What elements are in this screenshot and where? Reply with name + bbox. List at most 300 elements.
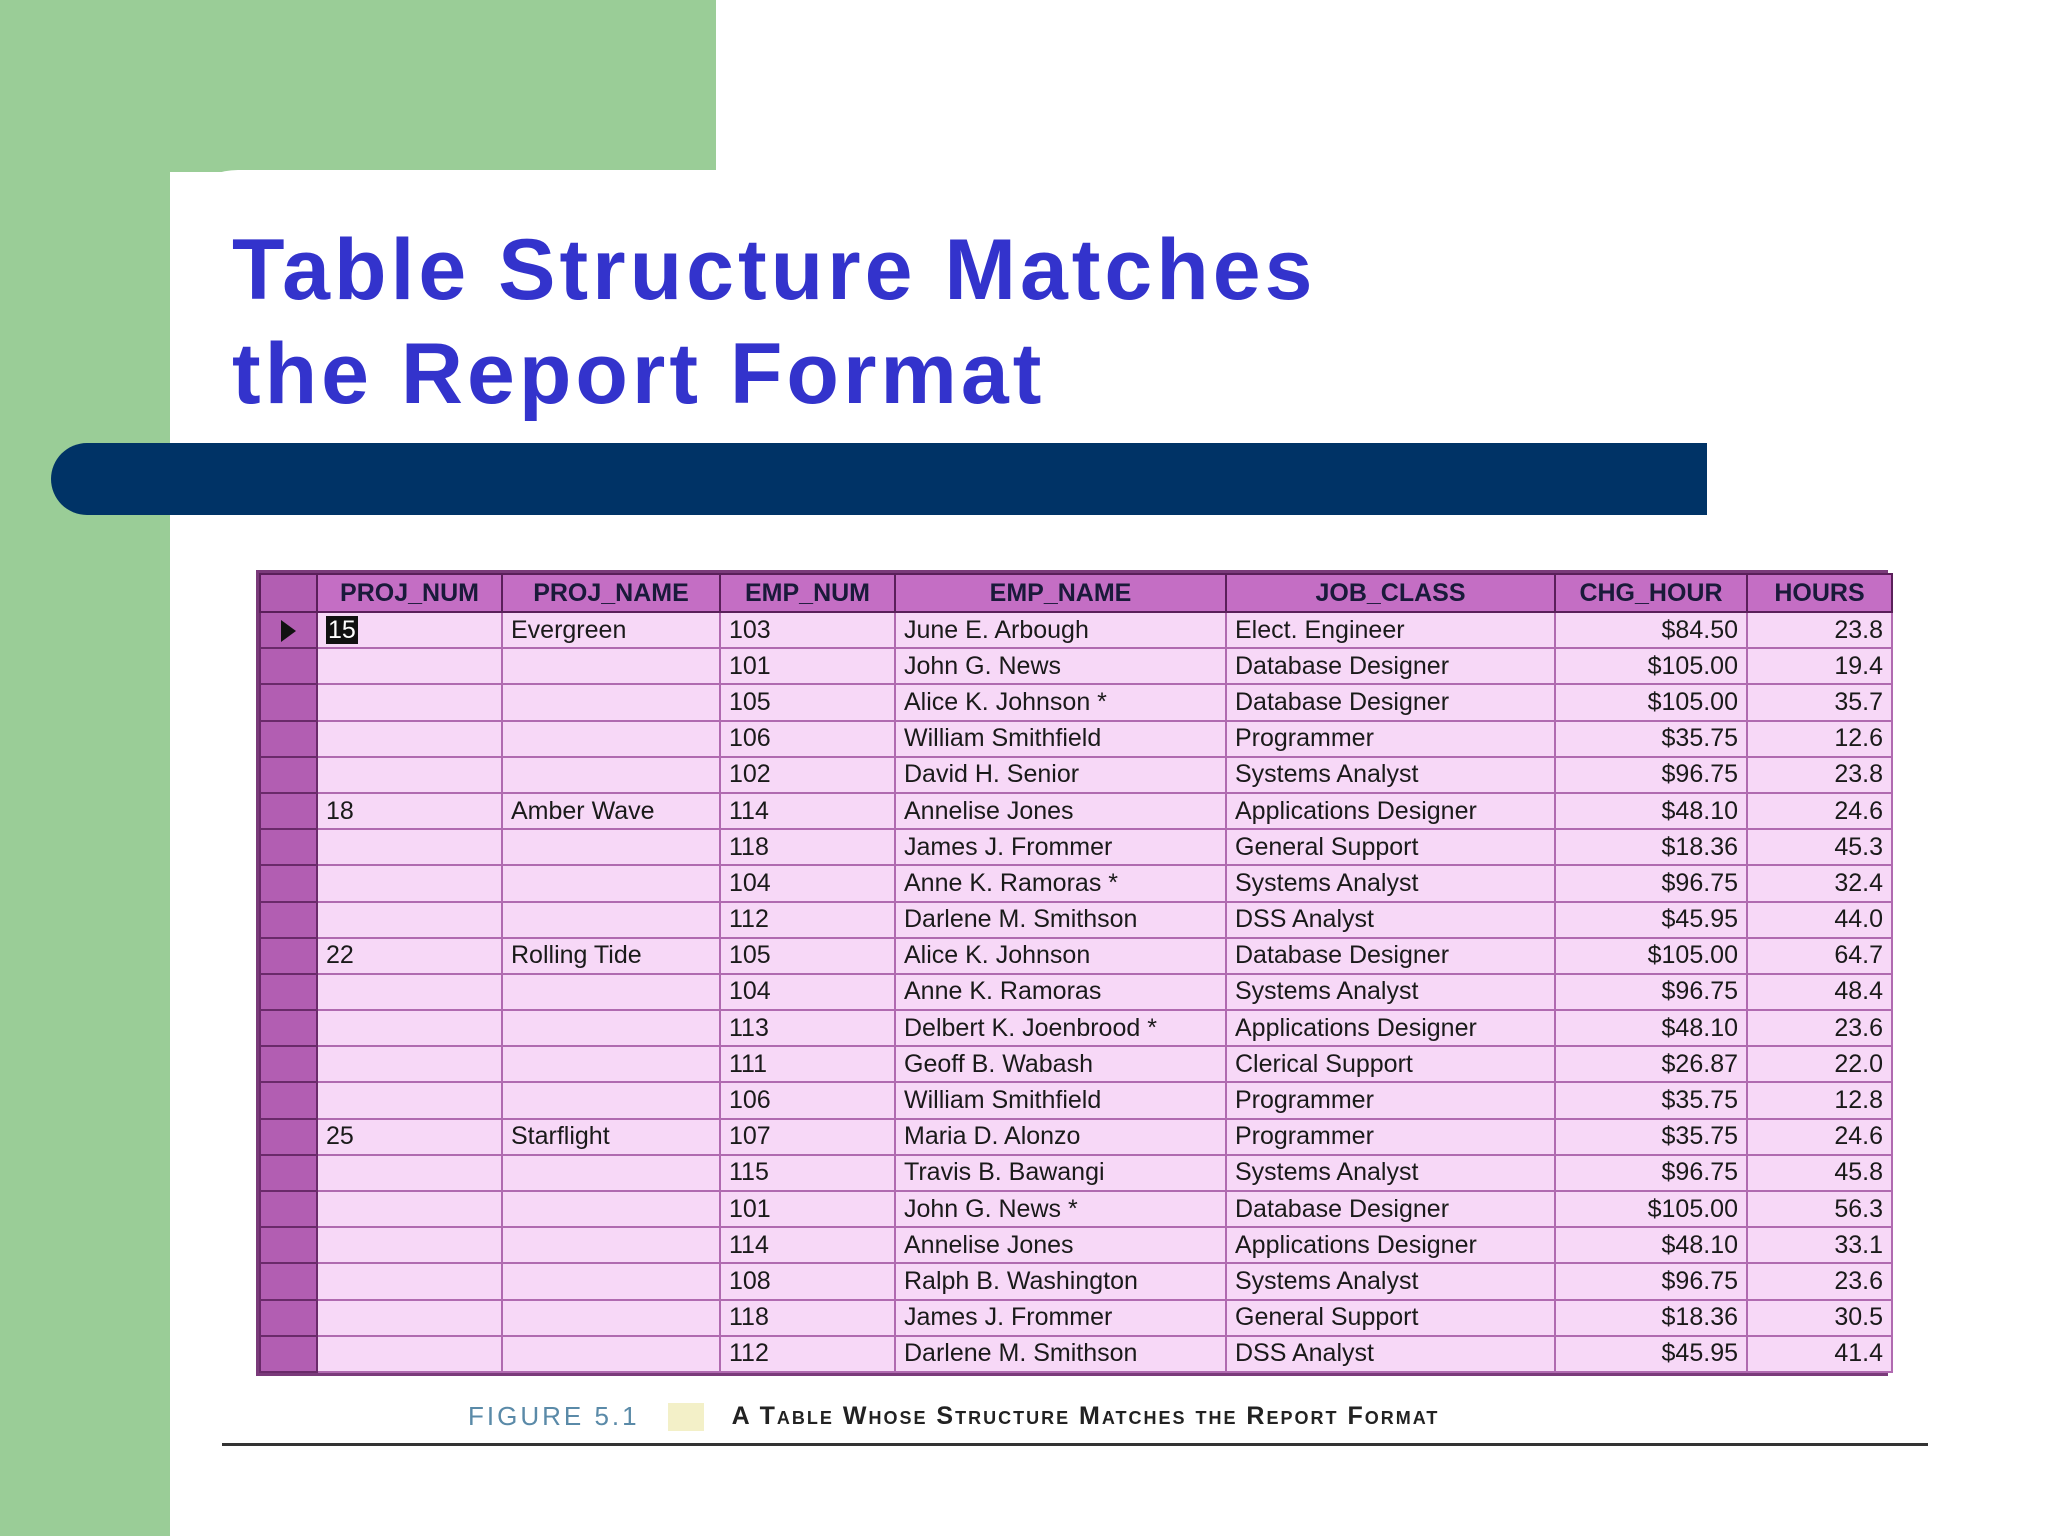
row-selector[interactable] [260,1046,317,1082]
column-header[interactable]: PROJ_NUM [317,574,502,612]
slide-title [232,218,1316,426]
cell-value: $18.36 [1661,832,1738,861]
table-cell[interactable] [1555,865,1747,901]
row-selector[interactable] [260,1191,317,1227]
cell-value: $96.75 [1661,1266,1738,1295]
table-cell[interactable] [895,1046,1226,1082]
cell-value: 23.8 [1834,760,1883,789]
table-cell[interactable] [895,793,1226,829]
cell-value: 102 [729,760,771,789]
table-cell[interactable] [502,684,720,720]
cell-value: 105 [729,687,771,716]
cell-value: DSS Analyst [1235,1339,1374,1368]
row-selector[interactable] [260,1155,317,1191]
cell-value: $96.75 [1661,977,1738,1006]
cell-value: 25 [326,1122,354,1151]
table-row[interactable] [260,1263,1892,1299]
cell-value: Programmer [1235,1122,1374,1151]
table-row[interactable] [260,684,1892,720]
table-cell[interactable] [502,1300,720,1336]
table-cell[interactable] [317,1155,502,1191]
table-cell[interactable] [720,1119,895,1155]
table-cell[interactable] [1747,648,1892,684]
table-cell[interactable] [1555,612,1747,648]
table-cell[interactable] [1226,1010,1555,1046]
table-cell[interactable] [720,684,895,720]
table-cell[interactable] [1555,1263,1747,1299]
figure-label: FIGURE 5.1 [468,1401,640,1431]
cell-value: Database Designer [1235,651,1450,680]
row-selector[interactable] [260,1300,317,1336]
table-cell[interactable] [720,757,895,793]
table-cell[interactable] [502,721,720,757]
table-cell[interactable] [317,902,502,938]
table-cell[interactable] [720,1010,895,1046]
table-cell[interactable] [720,1082,895,1118]
table-cell[interactable] [1226,1336,1555,1372]
cell-value: Programmer [1235,724,1374,753]
table-cell[interactable] [317,1010,502,1046]
cell-value: 22.0 [1834,1049,1883,1078]
table-cell[interactable] [1747,1263,1892,1299]
table-cell[interactable] [317,1263,502,1299]
row-selector[interactable] [260,684,317,720]
row-selector[interactable] [260,829,317,865]
table-cell[interactable] [1226,1300,1555,1336]
cell-value: Starflight [511,1122,610,1151]
table-cell[interactable] [1555,1010,1747,1046]
cell-value: Systems Analyst [1235,1266,1419,1295]
cell-value: John G. News [904,651,1062,680]
table-cell[interactable] [502,648,720,684]
table-cell[interactable] [1747,1119,1892,1155]
table-cell[interactable] [1226,1191,1555,1227]
table-cell[interactable] [895,1155,1226,1191]
cell-value: 104 [729,977,771,1006]
cell-value: $45.95 [1661,905,1738,934]
table-cell[interactable] [1747,1010,1892,1046]
table-cell[interactable] [502,829,720,865]
cell-value: 101 [729,651,771,680]
cell-value: 24.6 [1834,1122,1883,1151]
table-cell[interactable] [317,757,502,793]
cell-value: Database Designer [1235,687,1450,716]
table-cell[interactable] [502,1155,720,1191]
cell-value: James J. Frommer [904,1303,1113,1332]
cell-value: $48.10 [1661,1230,1738,1259]
cell-value: General Support [1235,832,1419,861]
table-cell[interactable] [720,793,895,829]
table-cell[interactable] [720,1046,895,1082]
table-cell[interactable] [895,648,1226,684]
table-row[interactable] [260,1010,1892,1046]
cell-value: 23.6 [1834,1266,1883,1295]
cell-value: 64.7 [1834,941,1883,970]
table-cell[interactable] [895,1300,1226,1336]
row-selector[interactable] [260,648,317,684]
table-cell[interactable] [1747,612,1892,648]
table-cell[interactable] [317,684,502,720]
table-cell[interactable] [317,1300,502,1336]
title-line-2: the Report Format [232,326,1046,422]
table-row[interactable] [260,1300,1892,1336]
table-cell[interactable] [1555,648,1747,684]
table-row[interactable] [260,757,1892,793]
table-cell[interactable] [502,1336,720,1372]
table-cell[interactable] [1555,1227,1747,1263]
table-row[interactable] [260,1046,1892,1082]
table-cell[interactable] [317,721,502,757]
table-row[interactable] [260,1119,1892,1155]
table-cell[interactable] [502,1191,720,1227]
table-cell[interactable] [1747,902,1892,938]
green-top-block [0,0,716,172]
table-cell[interactable] [720,829,895,865]
table-cell[interactable] [1747,938,1892,974]
table-cell[interactable] [1555,721,1747,757]
cell-value: 112 [729,905,769,934]
table-row[interactable] [260,1227,1892,1263]
cell-value: $26.87 [1661,1049,1738,1078]
table-row[interactable] [260,1082,1892,1118]
column-header[interactable]: PROJ_NAME [502,574,720,612]
table-cell[interactable] [502,902,720,938]
cell-value: 118 [729,1303,769,1332]
table-cell[interactable] [1555,1300,1747,1336]
header-row [260,574,1892,612]
table-cell[interactable] [1226,1046,1555,1082]
row-selector[interactable] [260,865,317,901]
table-cell[interactable] [1747,974,1892,1010]
accent-bar [51,443,1707,515]
cell-value: Database Designer [1235,1194,1450,1223]
cell-value: 48.4 [1834,977,1883,1006]
row-selector[interactable] [260,757,317,793]
table-cell[interactable] [317,1046,502,1082]
table-cell[interactable] [1226,1119,1555,1155]
table-cell[interactable] [1747,684,1892,720]
cell-value: Ralph B. Washington [904,1266,1138,1295]
table-cell[interactable] [502,1263,720,1299]
current-record-arrow-icon [281,620,296,642]
table-cell[interactable] [720,902,895,938]
table-cell[interactable] [720,1263,895,1299]
table-cell[interactable] [1226,612,1555,648]
row-selector[interactable] [260,1010,317,1046]
cell-value: 104 [729,868,771,897]
cell-value: Applications Designer [1235,796,1477,825]
table-row[interactable] [260,648,1892,684]
cell-value: $96.75 [1661,1158,1738,1187]
cell-value: $35.75 [1661,1122,1738,1151]
cell-value: Systems Analyst [1235,977,1419,1006]
cell-value: Darlene M. Smithson [904,1339,1138,1368]
table-cell[interactable] [1555,1155,1747,1191]
table-cell[interactable] [720,1336,895,1372]
cell-value: 113 [729,1013,769,1042]
table-cell[interactable] [720,1155,895,1191]
table-cell[interactable] [1555,757,1747,793]
table-body [260,612,1892,1372]
cell-value: 56.3 [1834,1194,1883,1223]
cell-value: $35.75 [1661,724,1738,753]
table-cell[interactable] [720,865,895,901]
table-cell[interactable] [1226,757,1555,793]
table-cell[interactable] [1226,1263,1555,1299]
cell-value: 45.3 [1834,832,1883,861]
table-cell[interactable] [1747,1336,1892,1372]
table-cell[interactable] [895,1082,1226,1118]
table-cell[interactable] [1555,1046,1747,1082]
cell-value: 23.8 [1834,615,1883,644]
column-header[interactable]: HOURS [1747,574,1892,612]
cell-value: William Smithfield [904,724,1102,753]
cell-value: $105.00 [1647,687,1738,716]
table-cell[interactable] [317,612,502,648]
table-row[interactable] [260,612,1892,648]
cell-value: 105 [729,941,771,970]
cell-value: Elect. Engineer [1235,615,1405,644]
table-cell[interactable] [1226,1082,1555,1118]
row-selector[interactable] [260,793,317,829]
row-selector[interactable] [260,1119,317,1155]
cell-value: 12.8 [1834,1086,1883,1115]
table-cell[interactable] [1226,684,1555,720]
table-cell[interactable] [1747,721,1892,757]
cell-value: $45.95 [1661,1339,1738,1368]
table-cell[interactable] [1555,938,1747,974]
column-header[interactable]: CHG_HOUR [1555,574,1747,612]
column-header[interactable]: JOB_CLASS [1226,574,1555,612]
cell-value: Travis B. Bawangi [904,1158,1105,1187]
table-cell[interactable] [1226,974,1555,1010]
row-selector[interactable] [260,1263,317,1299]
cell-value: William Smithfield [904,1086,1102,1115]
table-cell[interactable] [1226,1227,1555,1263]
cell-value: $96.75 [1661,760,1738,789]
table-row[interactable] [260,902,1892,938]
cell-value: 114 [729,796,769,825]
cell-value: DSS Analyst [1235,905,1374,934]
cell-value: 107 [729,1122,771,1151]
table-cell[interactable] [1747,1046,1892,1082]
cell-value: Systems Analyst [1235,868,1419,897]
table-cell[interactable] [502,938,720,974]
table-cell[interactable] [1747,1191,1892,1227]
cell-value: Systems Analyst [1235,1158,1419,1187]
row-selector-header[interactable] [260,574,317,612]
table-cell[interactable] [317,793,502,829]
table-cell[interactable] [720,721,895,757]
table-cell[interactable] [1555,684,1747,720]
cell-value: 24.6 [1834,796,1883,825]
table-cell[interactable] [895,865,1226,901]
cell-value: General Support [1235,1303,1419,1332]
cell-value: 106 [729,1086,771,1115]
cell-value: Clerical Support [1235,1049,1413,1078]
table-cell[interactable] [1555,1082,1747,1118]
column-header[interactable]: EMP_NAME [895,574,1226,612]
cell-value: $96.75 [1661,868,1738,897]
cell-value: 115 [729,1158,769,1187]
table-row[interactable] [260,793,1892,829]
table-row[interactable] [260,829,1892,865]
cell-value: 12.6 [1834,724,1883,753]
table-cell[interactable] [1747,1227,1892,1263]
cell-value: 101 [729,1194,771,1223]
cell-value: Systems Analyst [1235,760,1419,789]
table-row[interactable] [260,865,1892,901]
cell-value: 18 [326,796,354,825]
cell-value: 112 [729,1339,769,1368]
table-cell[interactable] [895,1119,1226,1155]
cell-value: Delbert K. Joenbrood * [904,1013,1157,1042]
cell-value: 19.4 [1834,651,1883,680]
table-cell[interactable] [1747,793,1892,829]
table-cell[interactable] [502,1010,720,1046]
table-cell[interactable] [1747,829,1892,865]
table-cell[interactable] [1226,938,1555,974]
cell-value: $35.75 [1661,1086,1738,1115]
table-row[interactable] [260,974,1892,1010]
row-selector[interactable] [260,612,317,648]
table-cell[interactable] [502,757,720,793]
cell-value: Programmer [1235,1086,1374,1115]
table-cell[interactable] [317,1082,502,1118]
table-cell[interactable] [895,684,1226,720]
table-cell[interactable] [895,721,1226,757]
table-cell[interactable] [895,938,1226,974]
table-cell[interactable] [502,1046,720,1082]
cell-value: 45.8 [1834,1158,1883,1187]
table-cell[interactable] [1555,1191,1747,1227]
cell-value: 114 [729,1230,769,1259]
row-selector[interactable] [260,1082,317,1118]
cell-value: 22 [326,941,354,970]
table-cell[interactable] [895,1227,1226,1263]
table-cell[interactable] [1226,902,1555,938]
table-cell[interactable] [502,793,720,829]
table-cell[interactable] [895,757,1226,793]
table-cell[interactable] [502,612,720,648]
table-cell[interactable] [1555,1336,1747,1372]
table-cell[interactable] [720,974,895,1010]
table-cell[interactable] [1226,648,1555,684]
cell-value: Anne K. Ramoras [904,977,1102,1006]
row-selector[interactable] [260,1336,317,1372]
table-cell[interactable] [720,1227,895,1263]
table-row[interactable] [260,1155,1892,1191]
row-selector[interactable] [260,902,317,938]
table-cell[interactable] [1747,1155,1892,1191]
table-cell[interactable] [720,938,895,974]
table-cell[interactable] [1555,902,1747,938]
table-cell[interactable] [1747,1300,1892,1336]
table-cell[interactable] [1226,721,1555,757]
table-cell[interactable] [895,1336,1226,1372]
cell-value: $48.10 [1661,1013,1738,1042]
table-cell[interactable] [1555,1119,1747,1155]
cell-value: 118 [729,832,769,861]
cell-value: Anne K. Ramoras * [904,868,1118,897]
table-row[interactable] [260,1336,1892,1372]
table-cell[interactable] [895,1263,1226,1299]
table-cell[interactable] [502,1082,720,1118]
figure-caption [468,1401,1439,1432]
table-cell[interactable] [720,1191,895,1227]
table-cell[interactable] [317,1227,502,1263]
cell-value: 41.4 [1834,1339,1883,1368]
cell-value: Alice K. Johnson * [904,687,1107,716]
cell-value: June E. Arbough [904,615,1089,644]
table-cell[interactable] [502,974,720,1010]
table-cell[interactable] [895,1010,1226,1046]
table-cell[interactable] [895,829,1226,865]
table-cell[interactable] [1555,793,1747,829]
table-cell[interactable] [317,829,502,865]
table-cell[interactable] [317,974,502,1010]
table-cell[interactable] [895,974,1226,1010]
cell-value: 15 [328,615,356,644]
table-cell[interactable] [317,1119,502,1155]
table-cell[interactable] [720,1300,895,1336]
table-cell[interactable] [1747,865,1892,901]
table-cell[interactable] [895,612,1226,648]
table-cell[interactable] [502,1227,720,1263]
table-cell[interactable] [1226,1155,1555,1191]
cell-value: James J. Frommer [904,832,1113,861]
table-cell[interactable] [1226,793,1555,829]
table-cell[interactable] [895,1191,1226,1227]
table-cell[interactable] [502,1119,720,1155]
cell-value: Rolling Tide [511,941,642,970]
table-cell[interactable] [1226,865,1555,901]
table-cell[interactable] [317,865,502,901]
row-selector[interactable] [260,938,317,974]
table-cell[interactable] [317,648,502,684]
table-cell[interactable] [1747,757,1892,793]
cell-value: Annelise Jones [904,1230,1074,1259]
table-cell[interactable] [1555,974,1747,1010]
cell-value: 108 [729,1266,771,1295]
table-cell[interactable] [317,938,502,974]
table-cell[interactable] [317,1336,502,1372]
table-cell[interactable] [1747,1082,1892,1118]
table-cell[interactable] [720,612,895,648]
row-selector[interactable] [260,1227,317,1263]
table-cell[interactable] [720,648,895,684]
cell-value: John G. News * [904,1194,1078,1223]
row-selector[interactable] [260,974,317,1010]
table-cell[interactable] [317,1191,502,1227]
table-row[interactable] [260,1191,1892,1227]
cell-value: 35.7 [1834,687,1883,716]
cell-value: Geoff B. Wabash [904,1049,1093,1078]
green-sidebar [0,0,170,1536]
cell-value: 33.1 [1834,1230,1883,1259]
table-row[interactable] [260,721,1892,757]
table-cell[interactable] [502,865,720,901]
cell-value: 32.4 [1834,868,1883,897]
table-cell[interactable] [895,902,1226,938]
table-cell[interactable] [1555,829,1747,865]
column-header[interactable]: EMP_NUM [720,574,895,612]
cell-value: $84.50 [1661,615,1738,644]
cell-value: 44.0 [1834,905,1883,934]
row-selector[interactable] [260,721,317,757]
table-cell[interactable] [1226,829,1555,865]
table-row[interactable] [260,938,1892,974]
